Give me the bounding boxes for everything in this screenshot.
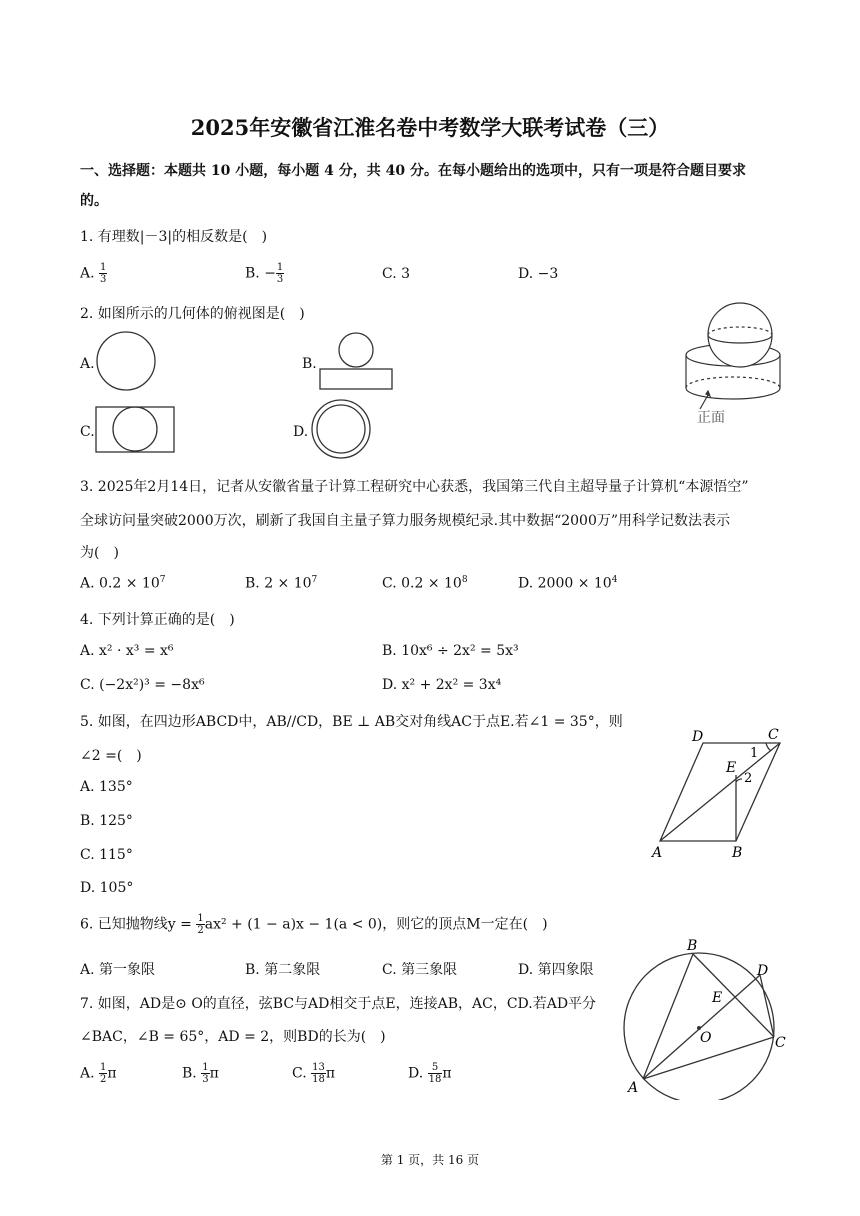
q5-label-a: A bbox=[652, 845, 663, 861]
q2-option-c-rect bbox=[96, 407, 174, 452]
q3-option-a: A. $0.2 \times 10^7$ bbox=[80, 575, 166, 592]
q7-label-o: O bbox=[700, 1030, 712, 1046]
q5-label-d: D bbox=[692, 729, 704, 745]
q5-stem-line2: ∠2 =( ) bbox=[80, 748, 142, 764]
q6-option-b: B. 第二象限 bbox=[245, 962, 321, 978]
q3-option-d: D. $2000 \times 10^4$ bbox=[518, 575, 618, 592]
q5-label-b: B bbox=[732, 845, 743, 861]
q2-stem: 2. 如图所示的几何体的俯视图是( ) bbox=[80, 306, 305, 322]
section-heading-line1: 一、选择题：本题共 10 小题，每小题 4 分，共 40 分。在每小题给出的选项中，只有一项是符合题目要求 bbox=[80, 163, 746, 179]
q2-option-c-circle bbox=[113, 407, 157, 451]
page-footer: 第 1 页，共 16 页 bbox=[380, 1153, 480, 1167]
q5-figure bbox=[640, 725, 790, 865]
q2-solid-figure bbox=[686, 303, 780, 409]
q7-label-b: B bbox=[687, 938, 698, 954]
q2-option-d-inner-circle bbox=[317, 405, 365, 453]
q2-option-c-label: C. bbox=[80, 424, 95, 440]
q7-label-d: D bbox=[757, 963, 769, 979]
q5-label-angle1: 1 bbox=[750, 746, 759, 761]
q4-option-c: C. (−2x²)³ = −8x⁶ bbox=[80, 677, 205, 693]
q1-option-d: D. −3 bbox=[518, 266, 559, 282]
section-heading-line2: 的。 bbox=[80, 193, 108, 209]
q5-option-a: A. 135° bbox=[80, 779, 133, 795]
page-title: 2025年安徽省江淮名卷中考数学大联考试卷（三） bbox=[190, 115, 670, 140]
q5-option-d: D. 105° bbox=[80, 880, 134, 896]
q7-option-b: B. $\frac{1}{3}$ π bbox=[182, 1062, 219, 1085]
q5-label-e: E bbox=[726, 760, 737, 776]
q2-option-a-label: A. bbox=[80, 356, 95, 372]
q6-stem: 6. 已知抛物线y = $\frac{1}{2}$ ax² + (1 − a)x − 1(a < 0)，则它的顶点M一定在( ) bbox=[80, 913, 548, 936]
q5-option-b: B. 125° bbox=[80, 813, 133, 829]
q4-option-d: D. x² + 2x² = 3x⁴ bbox=[382, 677, 502, 693]
q3-option-b: B. $2 \times 10^7$ bbox=[245, 575, 318, 592]
q5-stem-line1: 5. 如图，在四边形ABCD中，AB//CD，BE ⊥ AB交对角线AC于点E.若∠1 = 35°，则 bbox=[80, 714, 623, 730]
q1-option-b: B. − $\frac{1}{3}$ bbox=[245, 262, 284, 285]
q5-label-angle2: 2 bbox=[744, 771, 753, 786]
q1-option-a: A. $\frac{1}{3}$ bbox=[80, 262, 107, 285]
q5-label-c: C bbox=[768, 727, 779, 743]
q2-option-b-circle bbox=[339, 333, 373, 367]
q7-stem-line2: ∠BAC，∠B = 65°，AD = 2，则BD的长为( ) bbox=[80, 1029, 386, 1045]
q2-figures bbox=[0, 0, 860, 470]
q7-figure bbox=[612, 932, 802, 1100]
q2-option-b-label: B. bbox=[302, 356, 317, 372]
q2-option-a-circle bbox=[97, 332, 155, 390]
q4-stem: 4. 下列计算正确的是( ) bbox=[80, 612, 235, 628]
q3-stem-line2: 全球访问量突破2000万次，刷新了我国自主量子算力服务规模纪录.其中数据“2000万”用科学记数法表示 bbox=[80, 513, 731, 529]
q7-label-e: E bbox=[712, 990, 723, 1006]
q1-stem: 1. 有理数|－3|的相反数是( ) bbox=[80, 229, 268, 245]
q7-option-c: C. $\frac{13}{18}$ π bbox=[292, 1062, 336, 1085]
q4-option-a: A. x² · x³ = x⁶ bbox=[80, 643, 174, 659]
q3-stem-line1: 3. 2025年2月14日，记者从安徽省量子计算工程研究中心获悉，我国第三代自主超导量子计算机“本源悟空” bbox=[80, 479, 749, 495]
q2-option-d-outer-circle bbox=[312, 400, 370, 458]
q7-stem-line1: 7. 如图，AD是⊙ O的直径，弦BC与AD相交于点E，连接AB，AC，CD.若AD平分 bbox=[80, 996, 597, 1012]
q5-option-c: C. 115° bbox=[80, 847, 133, 863]
q2-option-d-label: D. bbox=[293, 424, 309, 440]
q3-option-c: C. $0.2 \times 10^8$ bbox=[382, 575, 468, 592]
q7-option-a: A. $\frac{1}{2}$ π bbox=[80, 1062, 117, 1085]
q3-stem-line3: 为( ) bbox=[80, 545, 119, 561]
q7-label-c: C bbox=[775, 1035, 786, 1051]
q6-option-c: C. 第三象限 bbox=[382, 962, 458, 978]
q6-option-a: A. 第一象限 bbox=[80, 962, 156, 978]
q6-option-d: D. 第四象限 bbox=[518, 962, 594, 978]
q2-option-b-rect bbox=[320, 369, 392, 389]
q1-option-c: C. 3 bbox=[382, 266, 411, 282]
q7-option-d: D. $\frac{5}{18}$ π bbox=[408, 1062, 452, 1085]
q7-label-a: A bbox=[628, 1080, 639, 1096]
q4-option-b: B. 10x⁶ ÷ 2x² = 5x³ bbox=[382, 643, 519, 659]
q2-front-label: 正面 bbox=[697, 410, 725, 426]
